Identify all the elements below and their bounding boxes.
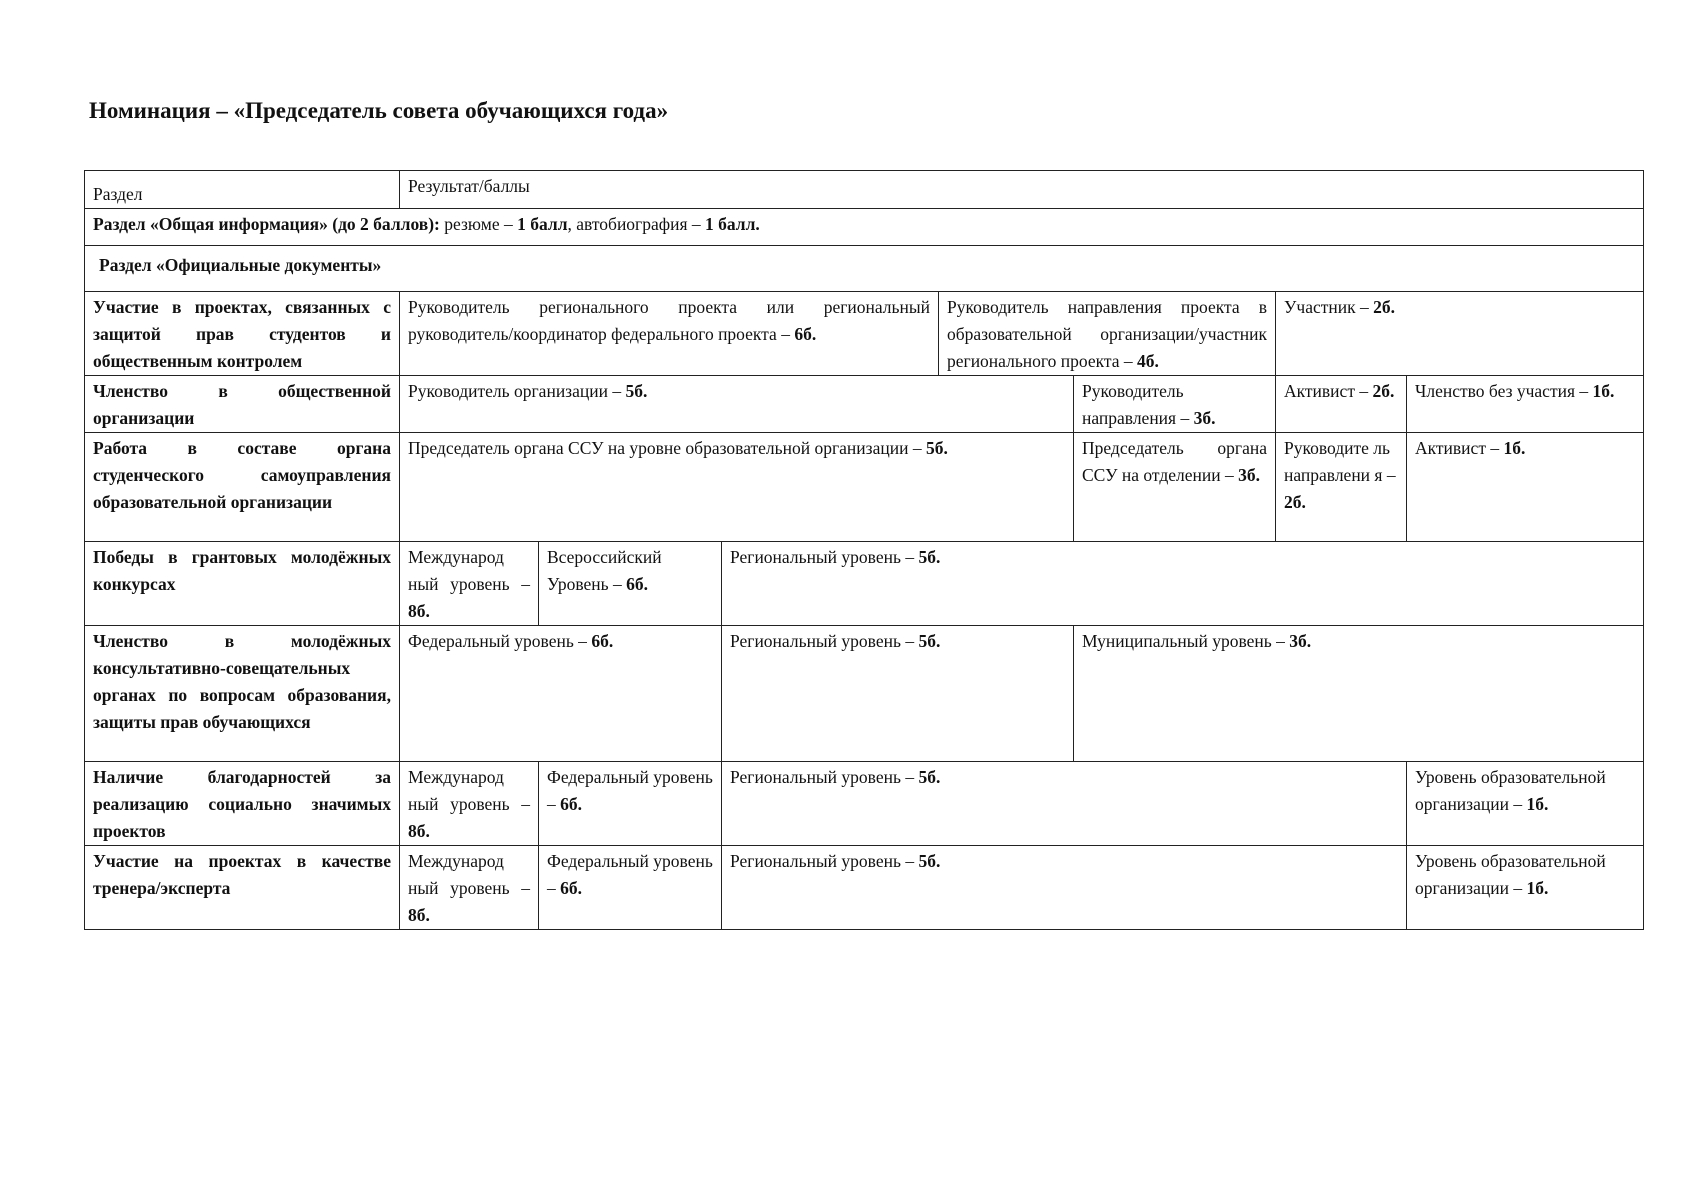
membership-activist <box>1276 376 1407 433</box>
row-label-advisory: Членство в молодёжных консультативно-совещательных органах по вопросам образования, защиты прав обучающихся <box>85 626 400 762</box>
cell-text: Региональный уровень – <box>730 767 915 787</box>
cell-text: Международ ный уровень – <box>408 547 530 594</box>
table-row <box>85 626 1644 762</box>
cell-points: 5б. <box>918 851 941 871</box>
grants-national <box>539 542 722 626</box>
general-info-prefix: Раздел «Общая информация» (до 2 баллов): <box>93 214 440 234</box>
cell-points: 4б. <box>1137 351 1159 371</box>
row-label-projects: Участие в проектах, связанных с защитой прав студентов и общественным контролем <box>85 292 400 376</box>
cell-points: 5б. <box>918 631 941 651</box>
cell-points: 1б. <box>1526 794 1549 814</box>
criteria-table <box>84 170 1644 930</box>
trainer-school <box>1407 846 1644 930</box>
table-row <box>85 846 1644 930</box>
cell-text: Членство без участия – <box>1415 381 1589 401</box>
cell-text: Всероссийский Уровень – <box>547 547 662 594</box>
cell-text: Международ ный уровень – <box>408 767 530 814</box>
projects-regional-lead <box>400 292 939 376</box>
cell-text: Активист – <box>1284 381 1369 401</box>
table-row <box>85 433 1644 542</box>
cell-text: Муниципальный уровень – <box>1082 631 1285 651</box>
membership-org-lead <box>400 376 1074 433</box>
cell-points: 2б. <box>1373 297 1395 317</box>
cell-text: Региональный уровень – <box>730 851 915 871</box>
cell-text: Федеральный уровень – <box>408 631 587 651</box>
cell-points: 5б. <box>925 438 948 458</box>
selfgov-activist <box>1407 433 1644 542</box>
row-label-gratitude: Наличие благодарностей за реализацию социально значимых проектов <box>85 762 400 846</box>
row-label-trainer: Участие на проектах в качестве тренера/эксперта <box>85 846 400 930</box>
cell-points: 6б. <box>626 574 649 594</box>
official-docs-row <box>85 246 1644 292</box>
table-row <box>85 376 1644 433</box>
membership-passive <box>1407 376 1644 433</box>
cell-text: Международ ный уровень – <box>408 851 530 898</box>
official-docs-cell: Раздел «Официальные документы» <box>85 246 1644 292</box>
selfgov-dept-chair <box>1074 433 1276 542</box>
cell-points: 3б. <box>1193 408 1216 428</box>
cell-text: Уровень образовательной организации – <box>1415 767 1606 814</box>
table-row <box>85 292 1644 376</box>
cell-text: Региональный уровень – <box>730 547 915 567</box>
selfgov-chair <box>400 433 1074 542</box>
row-label-selfgov: Работа в составе органа студенческого самоуправления образовательной организации <box>85 433 400 542</box>
header-section: Раздел <box>85 171 400 209</box>
cell-points: 5б. <box>625 381 648 401</box>
cell-text: Председатель органа ССУ на уровне образовательной организации – <box>408 438 922 458</box>
cell-points: 1б. <box>1503 438 1526 458</box>
cell-points: 6б. <box>591 631 614 651</box>
cell-text: Руководитель регионального проекта или региональный руководитель/координатор федерального проекта – <box>408 297 930 344</box>
advisory-regional <box>722 626 1074 762</box>
resume-label: резюме – <box>444 214 513 234</box>
advisory-municipal <box>1074 626 1644 762</box>
cell-text: Руководите ль направлени я – <box>1284 438 1396 485</box>
gratitude-international <box>400 762 539 846</box>
autobio-points: 1 балл. <box>705 214 760 234</box>
gratitude-regional <box>722 762 1407 846</box>
cell-points: 8б. <box>408 601 430 621</box>
grants-international <box>400 542 539 626</box>
general-info-cell <box>85 209 1644 246</box>
cell-points: 3б. <box>1238 465 1260 485</box>
cell-text: Председатель органа ССУ на отделении – <box>1082 438 1267 485</box>
cell-text: Уровень образовательной организации – <box>1415 851 1606 898</box>
cell-text: Федеральный уровень – <box>547 767 713 814</box>
trainer-international <box>400 846 539 930</box>
resume-points: 1 балл <box>517 214 568 234</box>
cell-text: Региональный уровень – <box>730 631 915 651</box>
cell-points: 5б. <box>918 547 941 567</box>
header-result: Результат/баллы <box>400 171 1644 209</box>
selfgov-direction-lead <box>1276 433 1407 542</box>
table-row <box>85 542 1644 626</box>
cell-points: 5б. <box>918 767 941 787</box>
autobio-label: , автобиография – <box>567 214 701 234</box>
cell-text: Руководитель организации – <box>408 381 622 401</box>
cell-text: Активист – <box>1415 438 1500 458</box>
header-row <box>85 171 1644 209</box>
projects-direction-lead <box>939 292 1276 376</box>
trainer-federal <box>539 846 722 930</box>
cell-text: Участник – <box>1284 297 1369 317</box>
cell-points: 6б. <box>794 324 817 344</box>
row-label-membership: Членство в общественной организации <box>85 376 400 433</box>
cell-points: 8б. <box>408 905 430 925</box>
cell-points: 6б. <box>560 794 582 814</box>
table-row <box>85 762 1644 846</box>
cell-points: 1б. <box>1592 381 1615 401</box>
gratitude-federal <box>539 762 722 846</box>
cell-points: 3б. <box>1289 631 1312 651</box>
page-title: Номинация – «Председатель совета обучающихся года» <box>89 98 669 123</box>
cell-points: 2б. <box>1372 381 1395 401</box>
cell-points: 1б. <box>1526 878 1549 898</box>
cell-points: 6б. <box>560 878 582 898</box>
cell-text: Руководитель направления – <box>1082 381 1190 428</box>
grants-regional <box>722 542 1644 626</box>
general-info-row <box>85 209 1644 246</box>
trainer-regional <box>722 846 1407 930</box>
advisory-federal <box>400 626 722 762</box>
cell-text: Федеральный уровень – <box>547 851 713 898</box>
projects-participant <box>1276 292 1644 376</box>
cell-points: 8б. <box>408 821 430 841</box>
cell-text: Руководитель направления проекта в образовательной организации/участник регионального проекта – <box>947 297 1267 371</box>
row-label-grants: Победы в грантовых молодёжных конкурсах <box>85 542 400 626</box>
gratitude-school <box>1407 762 1644 846</box>
cell-points: 2б. <box>1284 492 1306 512</box>
membership-direction-lead <box>1074 376 1276 433</box>
